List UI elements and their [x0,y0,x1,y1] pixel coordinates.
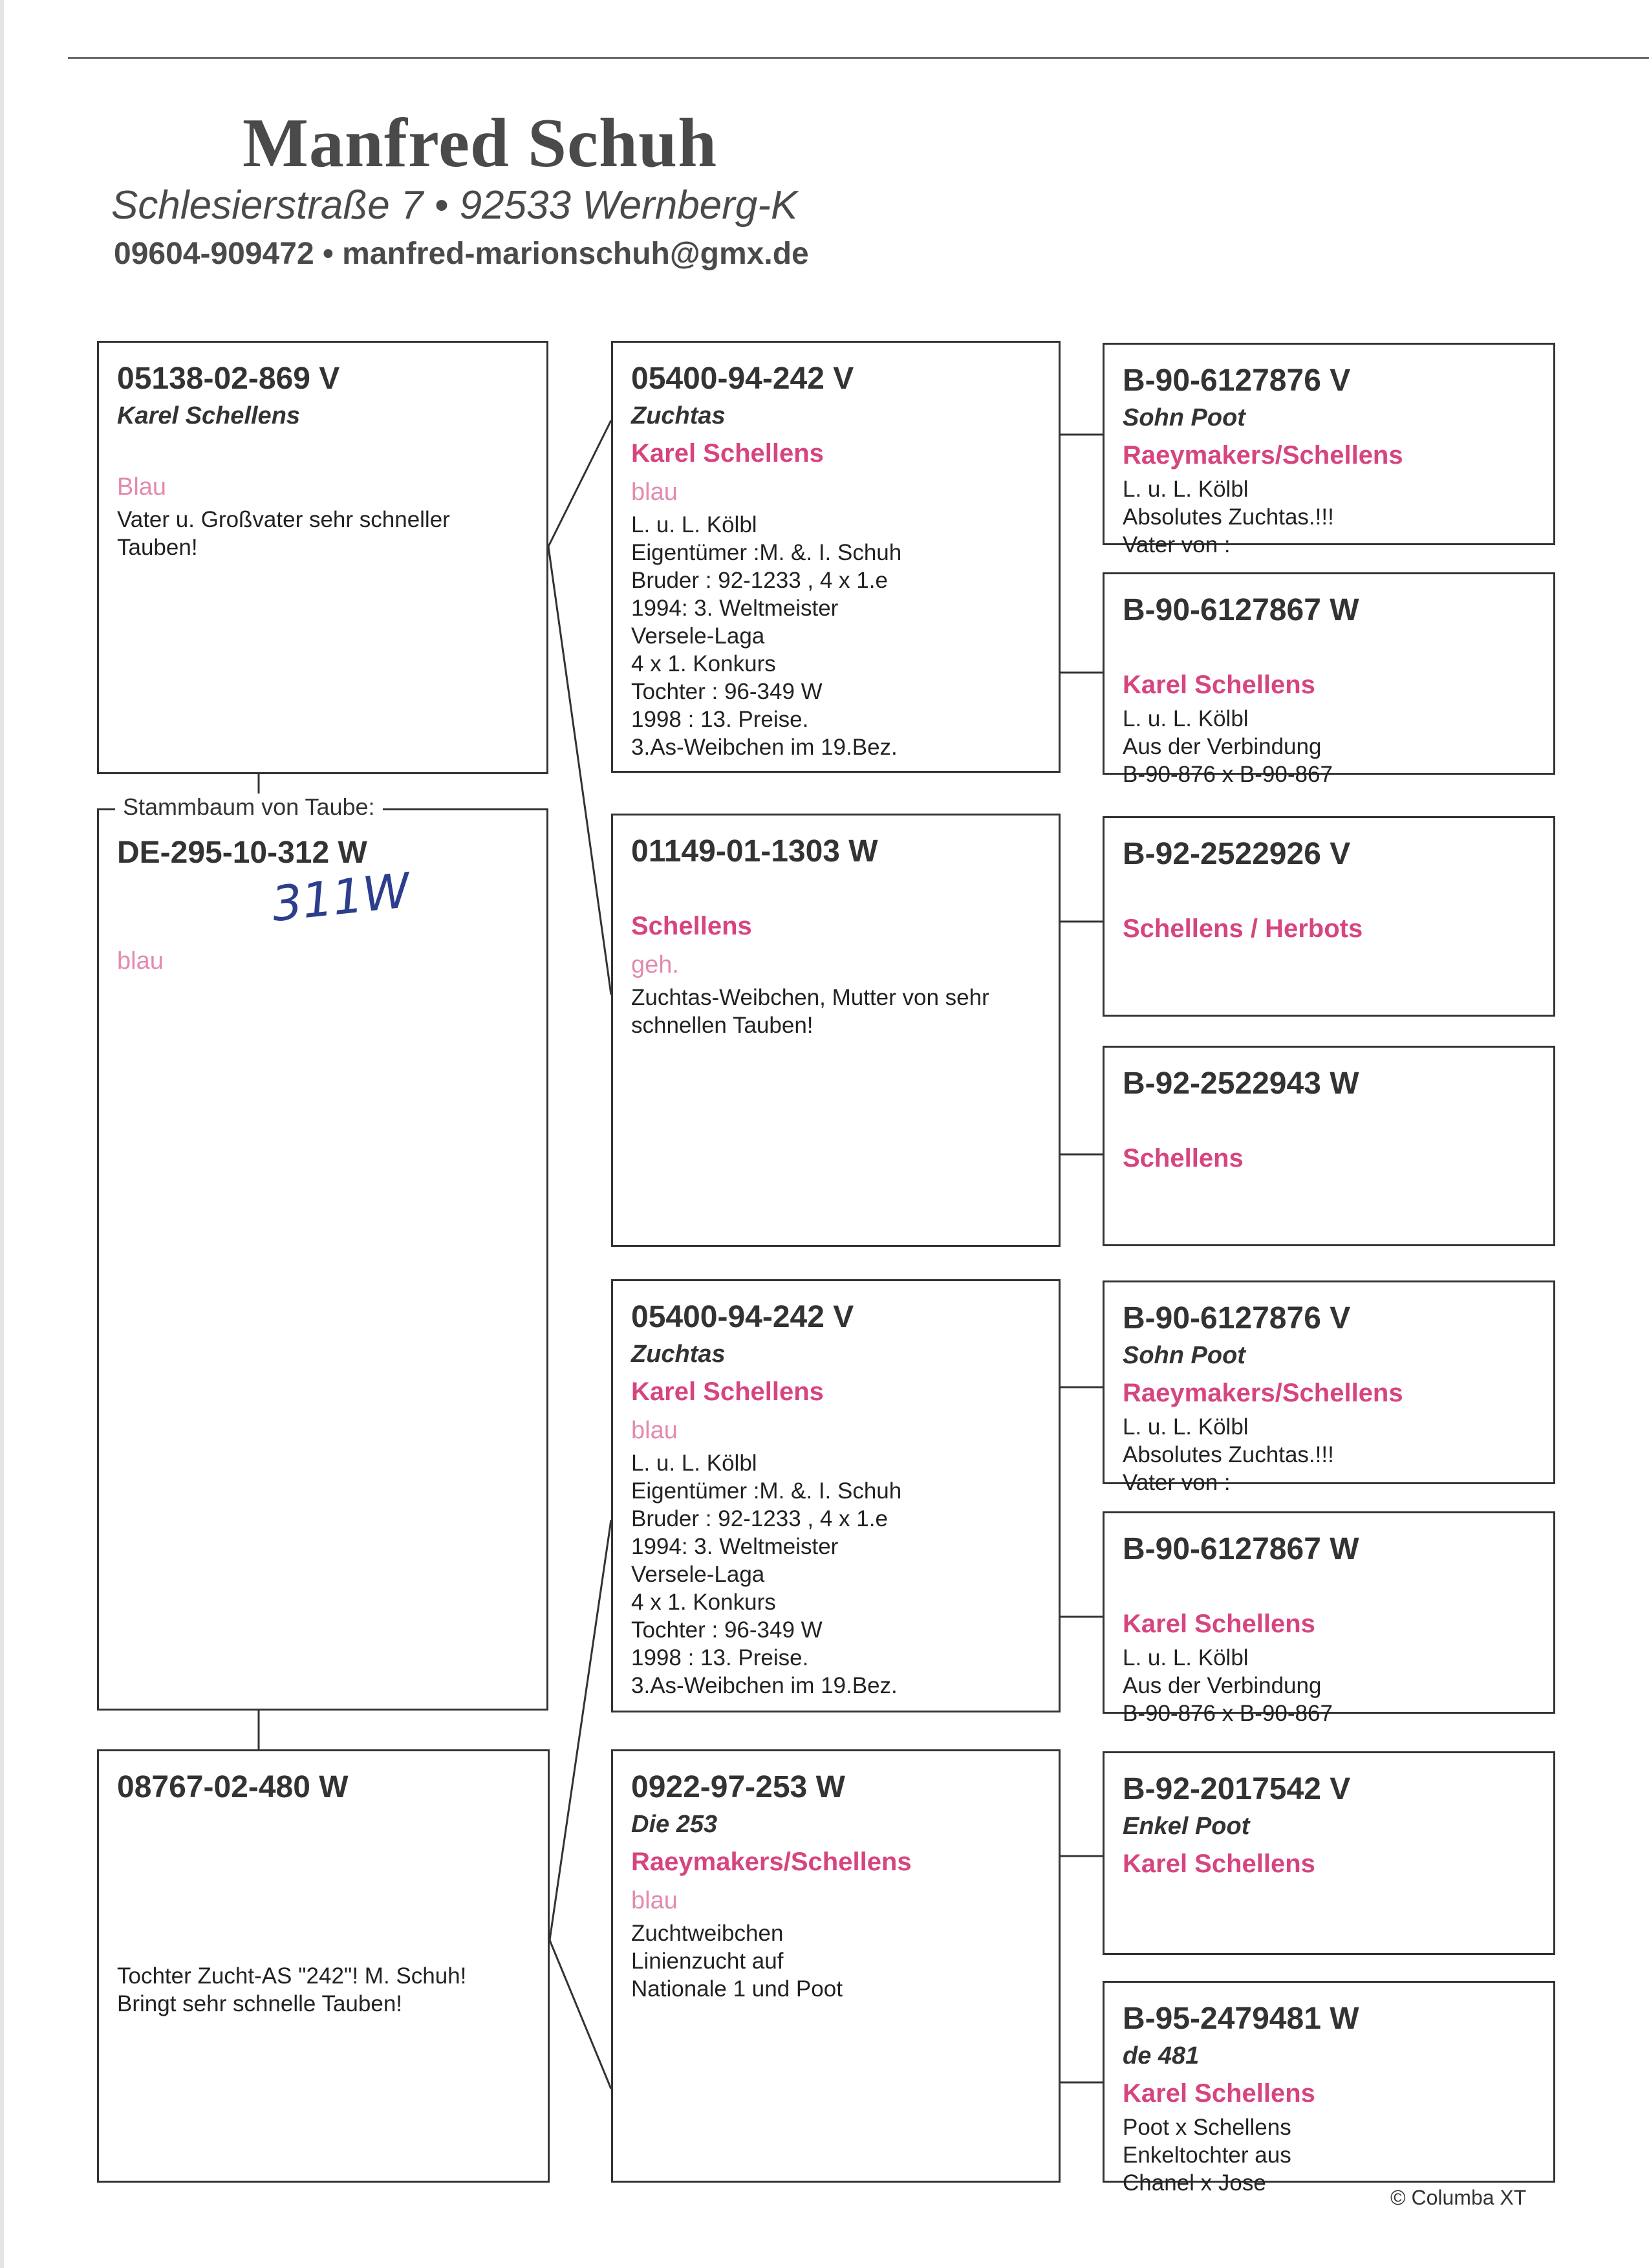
ring-number: 01149-01-1303 W [631,834,878,869]
great-grandfather-mm-card [1103,1751,1555,1955]
ring-number: DE-295-10-312 W [117,836,367,870]
pigeon-info: L. u. L. Kölbl Eigentümer :M. &. I. Schuh Bruder : 92-1233 , 4 x 1.e 1994: 3. Weltmeister Versele-Laga 4 x 1. Konkurs Tochter : 96-349 W 1998 : 13. Preise. 3.As-Weibchen im 19.Bez. [631,512,902,760]
grandmother-paternal-card [611,814,1061,1247]
grandfather-paternal-card [611,341,1061,773]
ring-number: B-90-6127876 V [1123,1301,1351,1335]
handwritten-note: 311W [269,863,413,933]
pigeon-breeder: Karel Schellens [1123,671,1315,699]
ring-number: B-90-6127867 W [1123,593,1359,627]
ring-number: 0922-97-253 W [631,1770,845,1804]
pigeon-breeder: Karel Schellens [1123,1610,1315,1638]
pigeon-info: Tochter Zucht-AS "242"! M. Schuh! Bringt sehr schnelle Tauben! [117,1963,467,2016]
great-grandmother-mm-card [1103,1981,1555,2196]
grandmother-maternal-card [611,1749,1061,2183]
pedigree-legend: Stammbaum von Taube: [115,794,383,821]
connector-father-up [548,420,611,546]
pigeon-breeder: Schellens / Herbots [1123,914,1363,943]
owner-address: Schlesierstraße 7 • 92533 Wernberg-K [111,183,798,228]
pigeon-info: Poot x Schellens Enkeltochter aus Chanel x Jose [1123,2115,1291,2196]
pigeon-name: Karel Schellens [117,402,301,429]
pigeon-info: L. u. L. Kölbl Absolutes Zuchtas.!!! Vater von : [1123,1414,1334,1495]
mother-card [97,1749,550,2183]
ring-number: B-90-6127876 V [1123,363,1351,398]
ring-number: 05400-94-242 V [631,362,854,396]
pigeon-info: L. u. L. Kölbl Aus der Verbindung B-90-876 x B-90-867 [1123,706,1333,787]
pigeon-breeder: Raeymakers/Schellens [631,1848,912,1876]
grandfather-maternal-card [611,1279,1061,1712]
pigeon-name: Zuchtas [631,402,726,429]
pigeon-color: blau [631,1887,678,1914]
pigeon-name: Sohn Poot [1123,1342,1245,1369]
pigeon-info: Zuchtas-Weibchen, Mutter von sehr schnellen Tauben! [631,985,989,1038]
pigeon-name: Die 253 [631,1811,718,1838]
pigeon-breeder: Schellens [631,912,752,940]
great-grandfather-ff-card [1103,343,1555,557]
pigeon-color: blau [631,479,678,506]
pigeon-color: blau [631,1417,678,1444]
pigeon-color: Blau [117,473,167,501]
pigeon-name: Zuchtas [631,1341,726,1368]
connector-mother-down [550,1940,611,2089]
pigeon-breeder: Schellens [1123,1144,1244,1172]
pigeon-color: geh. [631,951,679,978]
pigeon-name: de 481 [1123,2042,1200,2069]
pigeon-breeder: Karel Schellens [631,1377,824,1406]
subject-card [97,808,548,1711]
ring-number: 08767-02-480 W [117,1770,349,1804]
ring-number: B-92-2522943 W [1123,1066,1359,1101]
pigeon-info: Vater u. Großvater sehr schneller Tauben! [117,507,450,560]
connector-mother-up [550,1520,611,1940]
ring-number: B-92-2522926 V [1123,837,1351,871]
ring-number: B-90-6127867 W [1123,1532,1359,1566]
pigeon-name: Enkel Poot [1123,1813,1250,1840]
owner-name: Manfred Schuh [242,105,718,182]
great-grandmother-ff-card [1103,572,1555,787]
pigeon-breeder: Raeymakers/Schellens [1123,441,1403,470]
connector-father-down [548,546,611,995]
pigeon-name: Sohn Poot [1123,404,1245,431]
copyright: © Columba XT [1390,2186,1527,2209]
pigeon-breeder: Karel Schellens [631,439,824,468]
ring-number: B-95-2479481 W [1123,2002,1359,2036]
great-grandmother-fm-card [1103,1046,1555,1246]
owner-contact: 09604-909472 • manfred-marionschuh@gmx.de [114,237,809,271]
great-grandmother-mf-card [1103,1511,1555,1726]
pigeon-breeder: Karel Schellens [1123,1850,1315,1878]
pigeon-info: L. u. L. Kölbl Aus der Verbindung B-90-876 x B-90-867 [1123,1645,1333,1726]
pigeon-breeder: Raeymakers/Schellens [1123,1379,1403,1407]
pigeon-info: Zuchtweibchen Linienzucht auf Nationale 1 und Poot [631,1921,843,2002]
pigeon-info: L. u. L. Kölbl Absolutes Zuchtas.!!! Vater von : [1123,477,1334,557]
ring-number: B-92-2017542 V [1123,1772,1351,1806]
ring-number: 05138-02-869 V [117,362,340,396]
pigeon-breeder: Karel Schellens [1123,2079,1315,2108]
pigeon-info: L. u. L. Kölbl Eigentümer :M. &. I. Schuh Bruder : 92-1233 , 4 x 1.e 1994: 3. Weltmeister Versele-Laga 4 x 1. Konkurs Tochter : 96-349 W 1998 : 13. Preise. 3.As-Weibchen im 19.Bez. [631,1451,902,1698]
great-grandfather-fm-card [1103,816,1555,1017]
ring-number: 05400-94-242 V [631,1300,854,1334]
great-grandfather-mf-card [1103,1280,1555,1495]
father-card [97,341,548,774]
pigeon-color: blau [117,947,164,975]
